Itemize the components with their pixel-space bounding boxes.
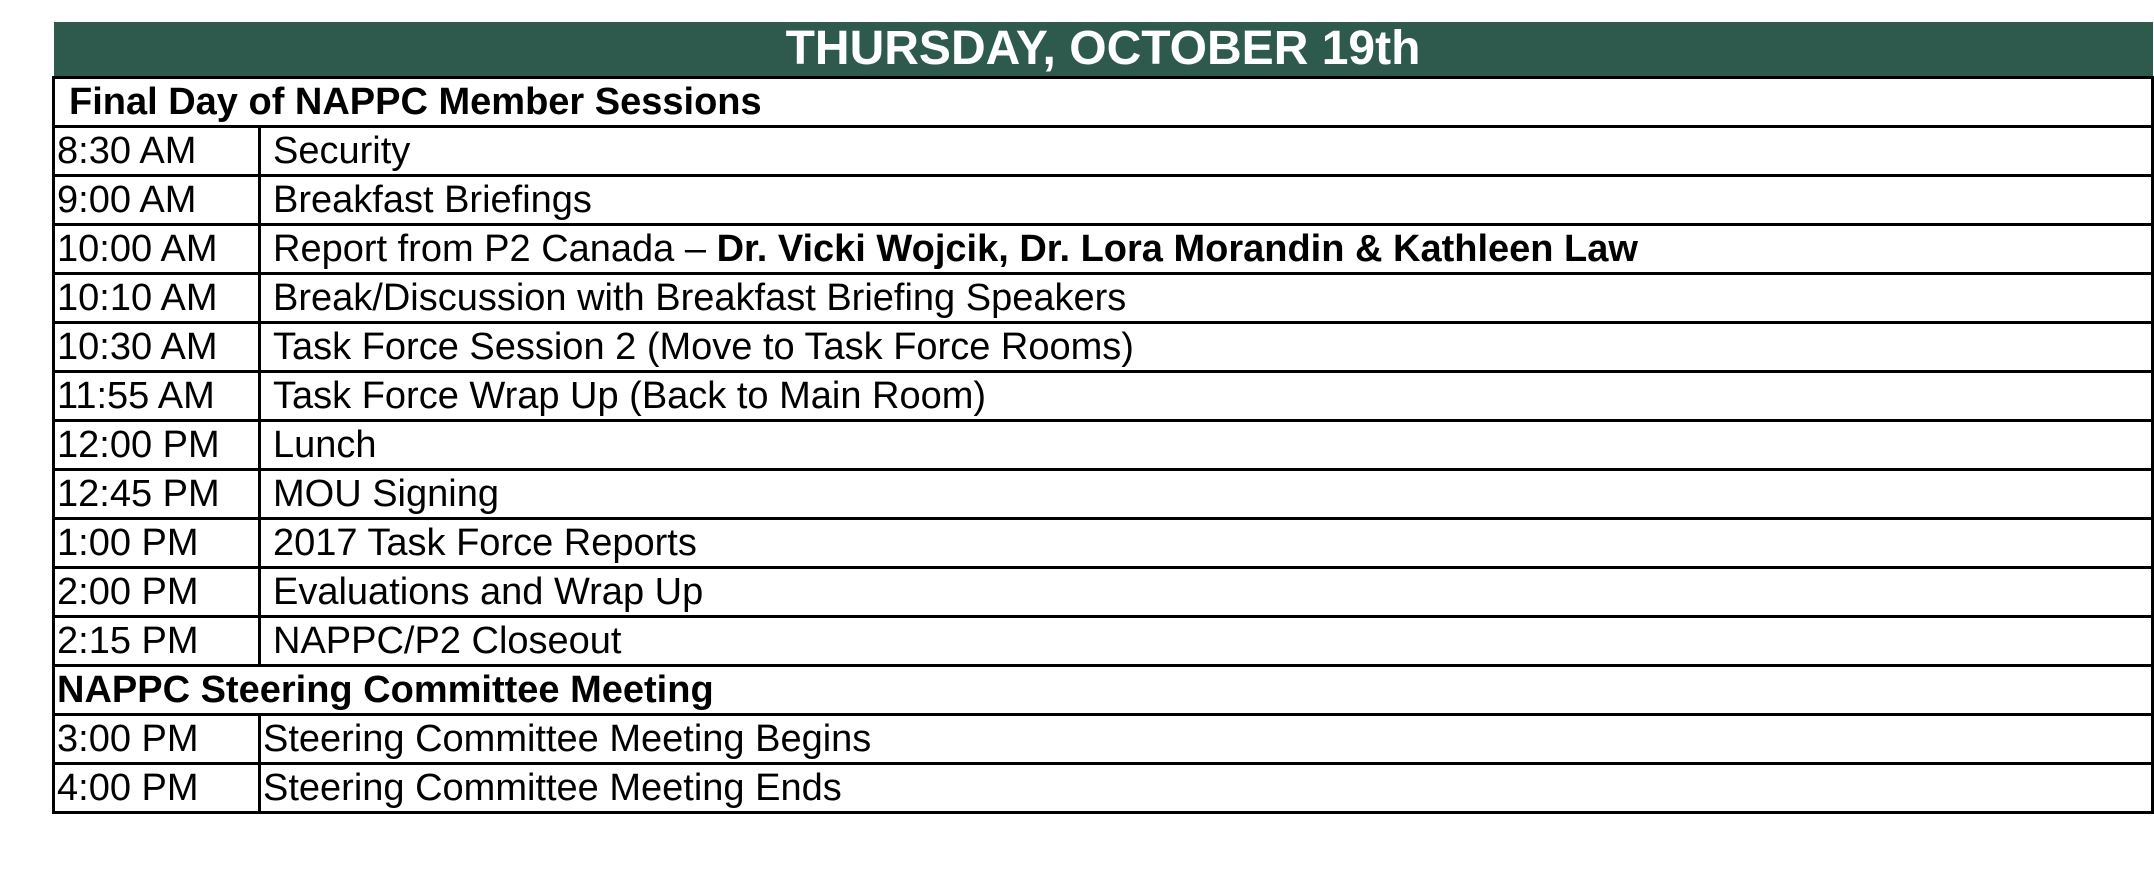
time-cell: 12:45 PM — [54, 470, 260, 519]
section-title: NAPPC Steering Committee Meeting — [54, 666, 2153, 715]
event-cell: 2017 Task Force Reports — [260, 519, 2153, 568]
event-text: Report from P2 Canada – — [273, 228, 717, 270]
table-row — [54, 568, 2153, 617]
event-cell: Task Force Wrap Up (Back to Main Room) — [260, 372, 2153, 421]
time-cell: 4:00 PM — [54, 764, 260, 813]
table-row — [54, 225, 2153, 274]
time-cell: 10:00 AM — [54, 225, 260, 274]
section-header-row — [54, 78, 2153, 127]
schedule-table — [52, 22, 2154, 814]
time-cell: 1:00 PM — [54, 519, 260, 568]
section-header-row — [54, 666, 2153, 715]
time-cell: 2:15 PM — [54, 617, 260, 666]
page-title: THURSDAY, OCTOBER 19th — [54, 22, 2153, 78]
table-row — [54, 764, 2153, 813]
time-cell: 11:55 AM — [54, 372, 260, 421]
table-row — [54, 274, 2153, 323]
event-cell: Evaluations and Wrap Up — [260, 568, 2153, 617]
table-row — [54, 470, 2153, 519]
time-cell: 2:00 PM — [54, 568, 260, 617]
event-cell: Security — [260, 127, 2153, 176]
event-cell: Break/Discussion with Breakfast Briefing Speakers — [260, 274, 2153, 323]
time-cell: 3:00 PM — [54, 715, 260, 764]
time-cell: 12:00 PM — [54, 421, 260, 470]
time-cell: 10:10 AM — [54, 274, 260, 323]
time-cell: 10:30 AM — [54, 323, 260, 372]
table-row — [54, 323, 2153, 372]
header-row — [54, 22, 2153, 78]
section-title: Final Day of NAPPC Member Sessions — [54, 78, 2153, 127]
table-row — [54, 127, 2153, 176]
table-row — [54, 372, 2153, 421]
event-cell: Lunch — [260, 421, 2153, 470]
table-row — [54, 715, 2153, 764]
table-row — [54, 617, 2153, 666]
table-row — [54, 176, 2153, 225]
event-cell: Steering Committee Meeting Begins — [260, 715, 2153, 764]
time-cell: 9:00 AM — [54, 176, 260, 225]
table-row — [54, 421, 2153, 470]
event-cell: NAPPC/P2 Closeout — [260, 617, 2153, 666]
table-row — [54, 519, 2153, 568]
event-cell — [260, 225, 2153, 274]
time-cell: 8:30 AM — [54, 127, 260, 176]
event-cell: Steering Committee Meeting Ends — [260, 764, 2153, 813]
event-cell: Breakfast Briefings — [260, 176, 2153, 225]
speaker-names: Dr. Vicki Wojcik, Dr. Lora Morandin & Kathleen Law — [716, 228, 1638, 270]
event-cell: Task Force Session 2 (Move to Task Force Rooms) — [260, 323, 2153, 372]
event-cell: MOU Signing — [260, 470, 2153, 519]
